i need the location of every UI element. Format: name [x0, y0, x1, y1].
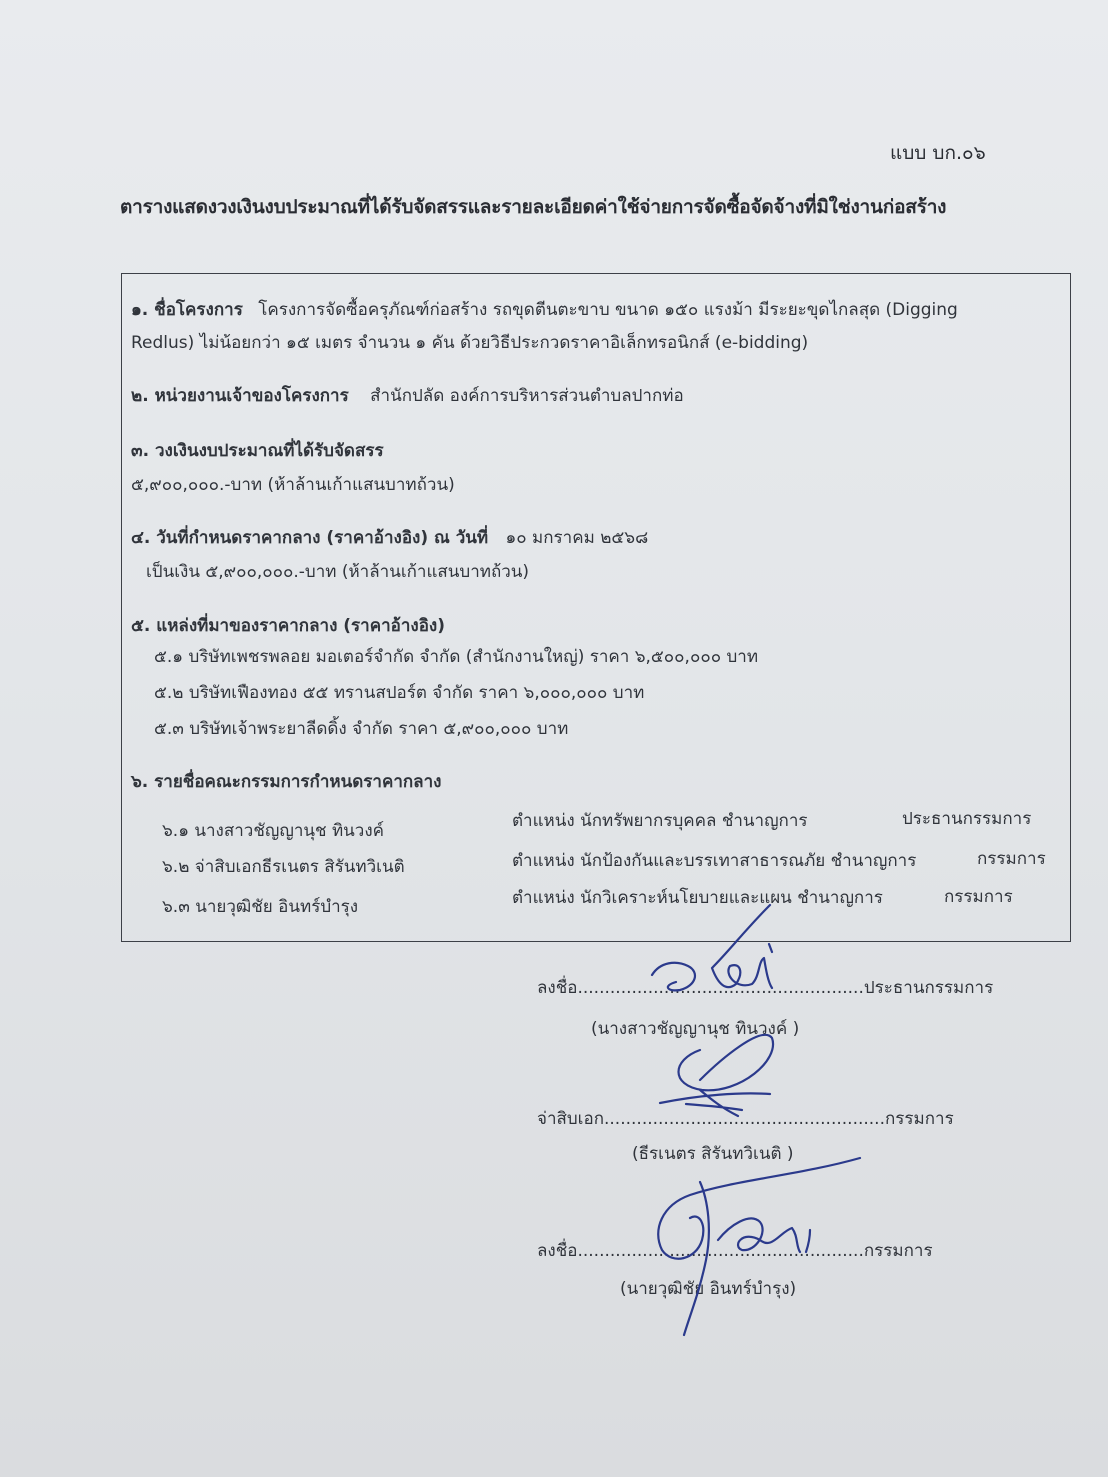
member-role-1: ประธานกรรมการ — [902, 809, 1032, 829]
signature-line-3: ลงชื่อ.....................................................กรรมการ — [537, 1241, 933, 1261]
section2-label: ๒. หน่วยงานเจ้าของโครงการ — [131, 386, 349, 406]
section1-row — [131, 296, 958, 323]
section6-label: ๖. รายชื่อคณะกรรมการกำหนดราคากลาง — [131, 772, 442, 792]
signature-name-2: (ธีรเนตร สิรันทวิเนติ ) — [632, 1144, 794, 1164]
document-title: ตารางแสดงวงเงินงบประมาณที่ได้รับจัดสรรและรายละเอียดค่าใช้จ่ายการจัดซื้อจัดจ้างที่มิใช่งานก่อสร้าง — [120, 196, 947, 218]
signature-name-1: (นางสาวชัญญานุช ทินวงค์ ) — [591, 1019, 800, 1039]
section5-item-2: ๕.๒ บริษัทเฟืองทอง ๕๕ ทรานสปอร์ต จำกัด ราคา ๖,๐๐๐,๐๐๐ บาท — [154, 683, 645, 703]
form-code: แบบ บก.๐๖ — [890, 142, 986, 164]
section1-text-line1: โครงการจัดซื้อครุภัณฑ์ก่อสร้าง รถขุดตีนตะขาบ ขนาด ๑๕๐ แรงม้า มีระยะขุดไกลสุด (Digging — [258, 300, 958, 320]
member-position-1: ตำแหน่ง นักทรัพยากรบุคคล ชำนาญการ — [512, 811, 808, 831]
section1-text-line2: Redlus) ไม่น้อยกว่า ๑๕ เมตร จำนวน ๑ คัน ด้วยวิธีประกวดราคาอิเล็กทรอนิกส์ (e-bidding) — [131, 333, 809, 353]
signature-mark-2 — [660, 1035, 773, 1116]
section1-label: ๑. ชื่อโครงการ — [131, 300, 243, 320]
section5-item-1: ๕.๑ บริษัทเพชรพลอย มอเตอร์จำกัด จำกัด (สำนักงานใหญ่) ราคา ๖,๕๐๐,๐๐๐ บาท — [154, 647, 759, 667]
section2-text: สำนักปลัด องค์การบริหารส่วนตำบลปากท่อ — [370, 386, 684, 406]
section3-label: ๓. วงเงินงบประมาณที่ได้รับจัดสรร — [131, 441, 384, 461]
member-name-1: ๖.๑ นางสาวชัญญานุช ทินวงค์ — [162, 821, 384, 841]
section5-label: ๕. แหล่งที่มาของราคากลาง (ราคาอ้างอิง) — [131, 616, 445, 636]
signature-line-1: ลงชื่อ.....................................................ประธานกรรมการ — [537, 978, 994, 998]
section5-item-3: ๕.๓ บริษัทเจ้าพระยาลีดดิ้ง จำกัด ราคา ๕,๙๐๐,๐๐๐ บาท — [154, 719, 569, 739]
member-role-3: กรรมการ — [944, 887, 1013, 907]
section2-row — [131, 382, 684, 409]
signature-name-3: (นายวุฒิชัย อินทร์บำรุง) — [620, 1279, 797, 1299]
member-name-2: ๖.๒ จ่าสิบเอกธีรเนตร สิรันทวิเนติ — [162, 857, 405, 877]
section4-date: ๑๐ มกราคม ๒๕๖๘ — [505, 528, 649, 548]
section4-row — [131, 524, 648, 551]
section4-label: ๔. วันที่กำหนดราคากลาง (ราคาอ้างอิง) ณ วันที่ — [131, 528, 489, 548]
member-name-3: ๖.๓ นายวุฒิชัย อินทร์บำรุง — [162, 897, 359, 917]
member-role-2: กรรมการ — [977, 849, 1046, 869]
member-position-2: ตำแหน่ง นักป้องกันและบรรเทาสาธารณภัย ชำนาญการ — [512, 851, 917, 871]
section3-text: ๕,๙๐๐,๐๐๐.-บาท (ห้าล้านเก้าแสนบาทถ้วน) — [131, 475, 455, 495]
signature-line-2: จ่าสิบเอก....................................................กรรมการ — [537, 1109, 954, 1129]
member-position-3: ตำแหน่ง นักวิเคราะห์นโยบายและแผน ชำนาญการ — [512, 888, 883, 908]
section4-text: เป็นเงิน ๕,๙๐๐,๐๐๐.-บาท (ห้าล้านเก้าแสนบาทถ้วน) — [146, 562, 530, 582]
